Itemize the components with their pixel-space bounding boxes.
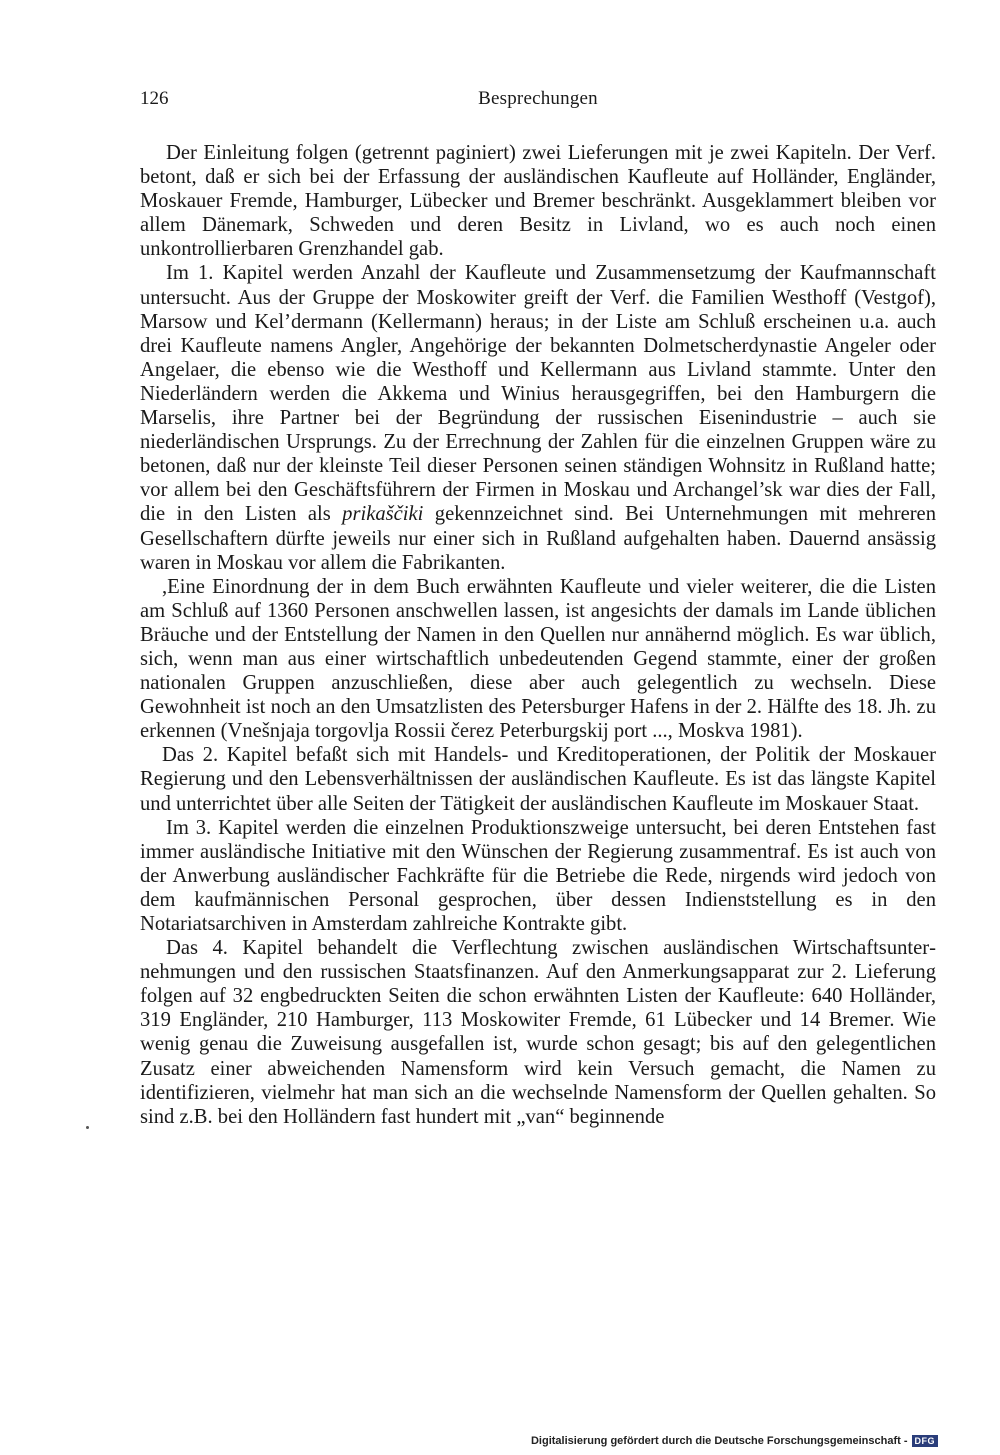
paragraph-chapter-1-text: Im 1. Kapitel werden Anzahl der Kaufleute und Zusammensetzumg der Kaufmannschaft untersucht. Aus der Gruppe der Moskowiter greift der Verf. die Familien Westhoff (Vestgof), Marsow und Kel’dermann (Kellermann) heraus; in der Liste am Schluß erscheinen u.a. auch drei Kaufleute namens Angler, Angehörige der bekannten Dolmetscherdynastie Angeler oder Angelaer, die ebenso wie die Westhoff und Kellermann aus Livland stammte. Unter den Niederländern werden die Akkema und Winius herausgegriffen, bei den Hamburgern die Marselis, ihre Partner bei der Begründung der russischen Eisenindustrie – auch sie niederländischen Ursprungs. Zu der Errechnung der Zahlen für die einzelnen Gruppen wäre zu betonen, daß nur der kleinste Teil dieser Personen seinen ständigen Wohnsitz in Rußland hatte; vor allem bei den Geschäftsführern der Firmen in Moskau und Archangel’sk war dies der Fall, die in den Listen als [140, 262, 936, 526]
margin-speck [86, 1126, 89, 1129]
page-header [140, 88, 936, 114]
paragraph-chapter-4: Das 4. Kapitel behandelt die Verflechtung zwischen ausländischen Wirtschaftsunternehmungen und den russischen Staatsfinanzen. Auf den Anmerkungsapparat zur 2. Lieferung folgen auf 32 engbedruckten Seiten die schon erwähnten Listen der Kaufleute: 640 Holländer, 319 Engländer, 210 Hamburger, 113 Moskowiter Fremde, 61 Lübecker und 14 Bremer. Wie wenig genau die Zuweisung ausgefallen ist, wurde schon gesagt; bis auf den gelegentlichen Zusatz einer abweichenden Namensform wird kein Versuch gemacht, die Namen zu identifizieren, vielmehr hat man sich an die wechselnde Namensform der Quellen gehalten. So sind z.B. bei den Holländern fast hundert mit „van“ beginnende [140, 937, 936, 1128]
paragraph-classification: ,Eine Einordnung der in dem Buch erwähnten Kaufleute und vieler weiterer, die die Listen am Schluß auf 1360 Personen anschwellen lassen, ist angesichts der damals im Lande üblichen Bräuche und der Entstellung der Namen in den Quellen nur annähernd möglich. Es war üblich, sich, wenn man aus einer wirtschaftlich unbedeutenden Gegend stammte, einer der großen nationalen Gruppen anzuschließen, diese aber auch gelegentlich zu wechseln. Diese Gewohnheit ist noch an den Umsatzlisten des Petersburger Hafens in der 2. Hälfte des 18. Jh. zu erkennen (Vnešnjaja torgovlja Rossii čerez Peterburgskij port ..., Moskva 1981). [140, 575, 936, 743]
page-number: 126 [140, 88, 169, 109]
paragraph-chapter-3: Im 3. Kapitel werden die einzelnen Produktionszweige untersucht, bei deren Entstehen fast immer ausländische Initiative mit den Wünschen der Regierung zusammentraf. Es ist auch von der Anwerbung ausländischer Fachkräfte für die Betriebe die Rede, nirgends wird jedoch von dem kaufmännischen Personal gesprochen, über dessen Indienststellung es in den Notariatsarchiven in Amsterdam zahlreiche Kontrakte gibt. [140, 816, 936, 935]
dfg-logo-icon: DFG [912, 1435, 939, 1447]
running-head: Besprechungen [478, 88, 598, 109]
paragraph-chapter-1-continued: gekennzeichnet sind. Bei Unternehmungen mit mehreren Gesellschaftern dürfte jeweils nur einer sich in Rußland aufgehalten haben. Dauernd ansässig waren in Moskau vor allem die Fabrikanten. [140, 503, 936, 574]
paragraph-introduction: Der Einleitung folgen (getrennt paginiert) zwei Lieferungen mit je zwei Kapiteln. Der Verf. betont, daß er sich bei der Erfassung der ausländischen Kaufleute auf Holländer, Engländer, Moskauer Fremde, Hamburger, Lübecker und Bremer beschränkt. Ausgeklammert bleiben vor allem Dänemark, Schweden und deren Besitz in Livland, wo es auch noch einen unkontrollierbaren Grenzhandel gab. [140, 142, 936, 261]
paragraph-chapter-2: Das 2. Kapitel befaßt sich mit Handels- und Kreditoperationen, der Politik der Moskauer Regierung und den Lebensverhältnissen der ausländischen Kaufleute. Es ist das längste Kapitel und unterrichtet über alle Seiten der Tätigkeit der ausländischen Kaufleute im Moskauer Staat. [140, 744, 936, 815]
paragraph-chapter-1 [140, 261, 936, 574]
digitization-credit [531, 1435, 938, 1447]
italic-term-prikasciki: prikaščiki [342, 503, 424, 526]
digitization-credit-text: Digitalisierung gefördert durch die Deutsche Forschungsgemeinschaft - [530, 1435, 908, 1447]
body-text [140, 141, 936, 1129]
